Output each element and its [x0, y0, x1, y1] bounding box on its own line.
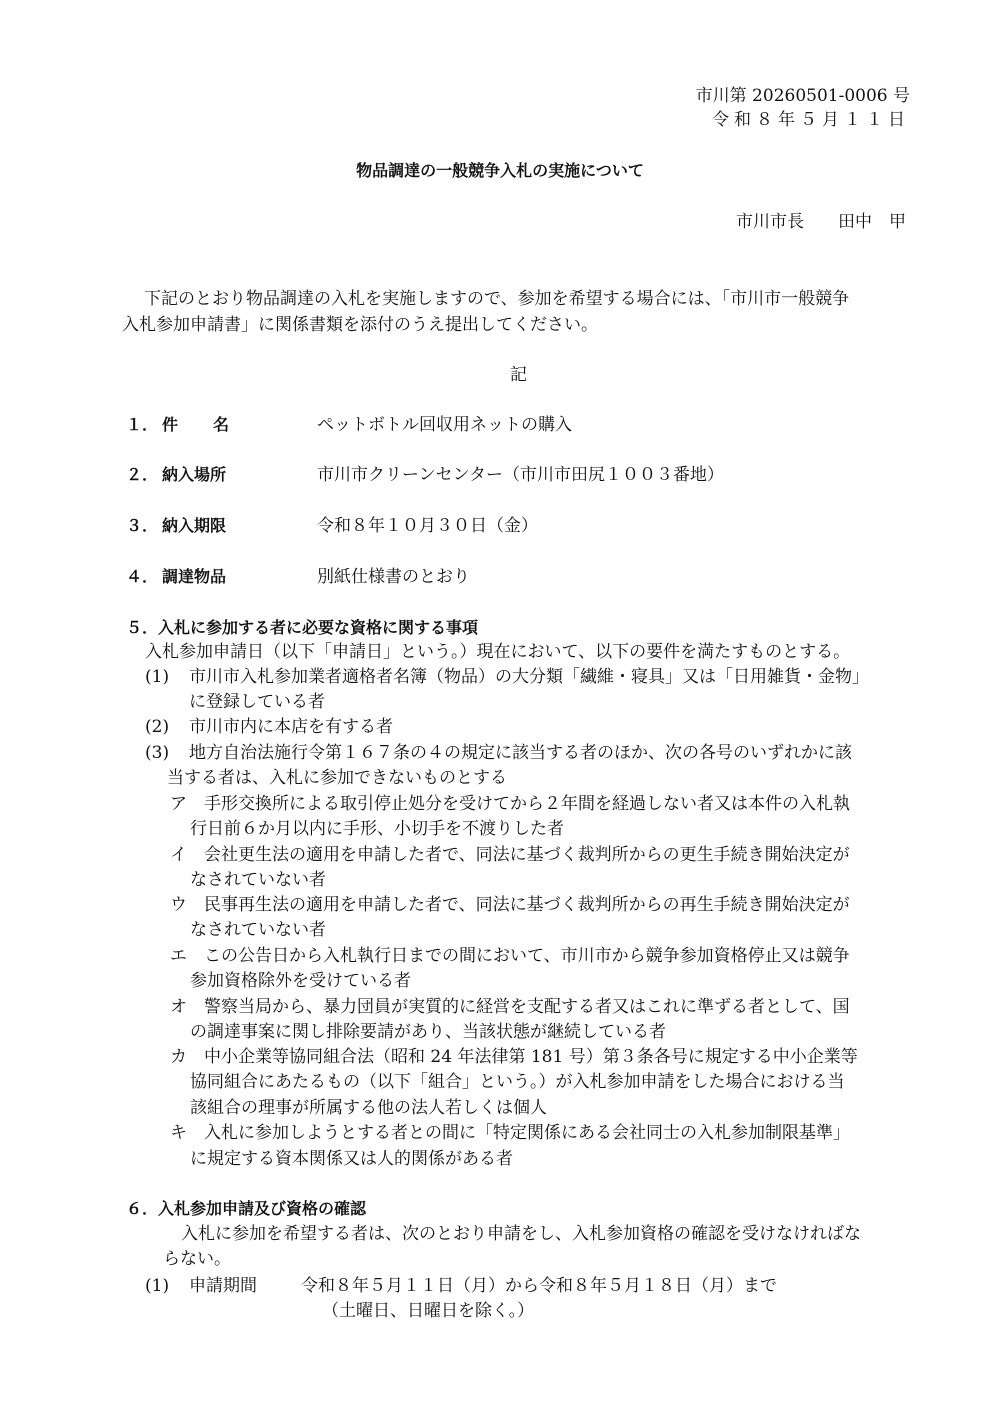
sub-item-i-cont: なされていない者 [190, 870, 326, 890]
sub-item-ka-cont: 該組合の理事が所属する他の法人若しくは個人 [190, 1098, 547, 1118]
item-value: ペットボトル回収用ネットの購入 [317, 415, 572, 435]
sub-item-o-cont: の調達事案に関し排除要請があり、当該状態が継続している者 [190, 1022, 666, 1042]
ki-heading: 記 [510, 365, 527, 385]
sub-item-i: イ 会社更生法の適用を申請した者で、同法に基づく裁判所からの更生手続き開始決定が [170, 845, 850, 865]
issuer: 市川市長 田中 甲 [736, 212, 906, 232]
paragraph-number: (2) [145, 717, 170, 737]
section-5-intro: 入札参加申請日（以下「申請日」という。）現在において、以下の要件を満たすものとする。 [145, 642, 851, 662]
paragraph-text: 地方自治法施行令第１６７条の４の規定に該当する者のほか、次の各号のいずれかに該 [189, 743, 852, 763]
item-number: ４． [126, 567, 159, 586]
application-period-label: 申請期間 [189, 1276, 257, 1296]
page-title: 物品調達の一般競争入札の実施について [356, 161, 644, 180]
paragraph-number: (1) [145, 1276, 170, 1296]
item-label: 件 名 [162, 415, 231, 434]
section-6-intro-cont: らない。 [163, 1249, 231, 1269]
paragraph-text: 当する者は、入札に参加できないものとする [167, 768, 507, 788]
paragraph-number: (1) [145, 667, 170, 687]
item-number: ２． [126, 465, 159, 484]
section-5-heading: ５．入札に参加する者に必要な資格に関する事項 [126, 618, 479, 637]
paragraph-text: 市川市入札参加業者適格者名簿（物品）の大分類「繊維・寝具」又は「日用雑貨・金物」 [189, 667, 869, 687]
sub-item-e: エ この公告日から入札執行日までの間において、市川市から競争参加資格停止又は競争 [170, 946, 850, 966]
item-value: 令和８年１０月３０日（金） [317, 516, 538, 536]
paragraph-text: 市川市内に本店を有する者 [189, 717, 393, 737]
sub-item-u: ウ 民事再生法の適用を申請した者で、同法に基づく裁判所からの再生手続き開始決定が [170, 895, 850, 915]
sub-item-ki-cont: に規定する資本関係又は人的関係がある者 [190, 1149, 513, 1169]
item-label: 納入場所 [162, 465, 227, 484]
paragraph-text: に登録している者 [189, 692, 325, 712]
item-value: 別紙仕様書のとおり [317, 567, 470, 587]
sub-item-ka-cont: 協同組合にあたるもの（以下「組合」という。）が入札参加申請をした場合における当 [190, 1072, 845, 1092]
document-number: 市川第 20260501-0006 号 [695, 86, 910, 106]
paragraph-number: (3) [145, 743, 170, 763]
application-period-value: 令和８年５月１１日（月）から令和８年５月１８日（月）まで [301, 1276, 777, 1296]
item-number: １． [126, 415, 159, 434]
application-period-note: （土曜日、日曜日を除く。） [322, 1301, 535, 1321]
section-6-intro: 入札に参加を希望する者は、次のとおり申請をし、入札参加資格の確認を受けなければな [181, 1224, 861, 1244]
sub-item-ki: キ 入札に参加しようとする者との間に「特定関係にある会社同士の入札参加制限基準」 [170, 1123, 850, 1143]
sub-item-o: オ 警察当局から、暴力団員が実質的に経営を支配する者又はこれに準ずる者として、国 [170, 997, 850, 1017]
item-number: ３． [126, 516, 159, 535]
sub-item-a-cont: 行日前６か月以内に手形、小切手を不渡りした者 [190, 819, 564, 839]
item-value: 市川市クリーンセンター（市川市田尻１００３番地） [317, 465, 724, 485]
sub-item-a: ア 手形交換所による取引停止処分を受けてから２年間を経過しない者又は本件の入札執 [170, 794, 850, 814]
intro-line-2: 入札参加申請書」に関係書類を添付のうえ提出してください。 [122, 315, 598, 335]
sub-item-ka: カ 中小企業等協同組合法（昭和 24 年法律第 181 号）第３条各号に規定する中小企業等 [170, 1047, 858, 1067]
section-6-heading: ６．入札参加申請及び資格の確認 [126, 1199, 367, 1218]
sub-item-u-cont: なされていない者 [190, 920, 326, 940]
intro-line-1: 下記のとおり物品調達の入札を実施しますので、参加を希望する場合には、「市川市一般競争 [144, 289, 850, 309]
document-date: 令和８年５月１１日 [712, 110, 910, 130]
sub-item-e-cont: 参加資格除外を受けている者 [190, 971, 411, 991]
item-label: 調達物品 [162, 567, 227, 586]
item-label: 納入期限 [162, 516, 227, 535]
